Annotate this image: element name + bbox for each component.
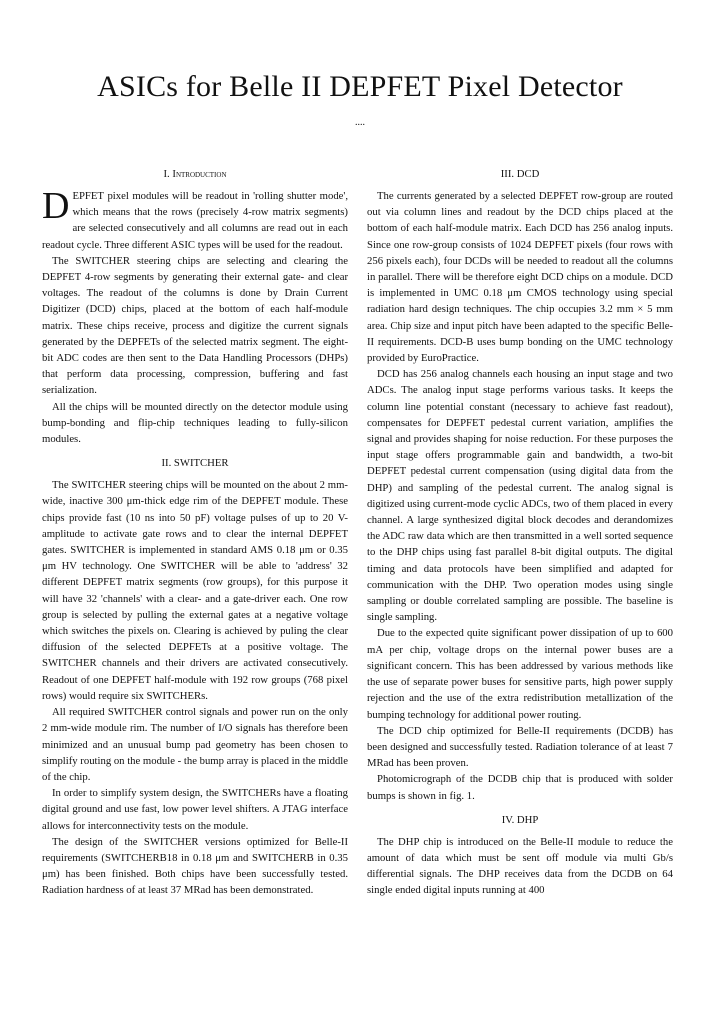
section-heading-dhp: IV. DHP	[501, 813, 539, 826]
switcher-paragraph-1: The SWITCHER steering chips will be mounted on the about 2 mm-wide, inactive 300 μm-thick edge rim of the DEPFET module. These chips provide fast (10 ns into 50 pF) voltage pulses of up to 20 V-amplitude to activate gate rows and to clear the internal DEPFET gates. SWITCHER is implemented in standard AMS 0.18 μm or 0.35 μm HV technology. One SWITCHER will be able to 'address' 32 different DEPFET matrix segments (row groups), for this purpose it will have 32 'channels' with a clear- and a gate-driver each. One row group is selected by pulling the external gates at a negative voltage which switches the pixels on. Clearing is achieved by puling the clear diffusion of the selected DEPFETs at a positive voltage. The SWITCHER channels and their drivers are activated consecutively. Readout of one DEPFET half-module with 192 row groups (768 pixel rows) would require six SWITCHERs.	[42, 479, 348, 702]
section-heading-dcd: III. DCD	[500, 168, 540, 180]
section-number: I.	[163, 168, 170, 180]
dcd-paragraph-4: The DCD chip optimized for Belle-II requirements (DCDB) has been designed and successfully tested. Radiation tolerance of at least 7 MRad has been proven.	[367, 724, 673, 770]
paper-title: ASICs for Belle II DEPFET Pixel Detector	[97, 70, 623, 103]
dcd-paragraph-1: The currents generated by a selected DEPFET row-group are routed out via column lines and readout by the DCD chips placed at the bottom of each half-module matrix. Each DCD has 256 analog inputs. Since one row-group consists of 1024 DEPFET pixels (four rows with 256 pixels each), four DCDs will be needed to readout all the columns in parallel. There will be therefore eight DCD chips on a module. DCD is implemented in UMC 0.18 μm CMOS technology using special radiation hard design techniques. The chip occupies 3.2 mm × 5 mm area. Chip size and input pitch have been adapted to the specific Belle-II requirements. DCD-B uses bump bonding on the UMC technology provided by EuroPractice.	[367, 190, 673, 365]
section-heading-switcher: II. SWITCHER	[161, 457, 229, 470]
intro-paragraph-1	[42, 185, 348, 253]
left-column	[42, 166, 348, 899]
section-title: Introduction	[172, 168, 227, 180]
dcd-paragraph-5: Photomicrograph of the DCDB chip that is produced with solder bumps is shown in fig. 1.	[367, 773, 673, 802]
intro-paragraph-2: The SWITCHER steering chips are selecting and clearing the DEPFET 4-row segments by generating their external gate- and clear voltages. The readout of the columns is done by Drain Current Digitizer (DCD) chips, placed at the bottom of each half-module matrix. These chips receive, process and digitize the current signals generated by the DEPFETs of the selected matrix segment. The eight-bit ADC codes are then sent to the Data Handling Processors (DHPs) that perform data processing, compression, buffering and fast serialization.	[42, 254, 348, 397]
switcher-paragraph-3: In order to simplify system design, the SWITCHERs have a floating digital ground and use fast, low power level shifters. A JTAG interface allows for interconnectivity tests on the module.	[42, 787, 348, 832]
switcher-paragraph-4: The design of the SWITCHER versions optimized for Belle-II requirements (SWITCHERB18 in 0.18 μm and SWITCHERB in 0.35 μm) has been finished. Both chips have been successfully tested. Radiation hardness of at least 37 MRad has been demonstrated.	[42, 835, 348, 897]
intro-p1-text: pixel modules will be readout in 'rolling shutter mode', which means that the rows (precisely 4-row matrix segments) are selected consecutively and all columns are read out in each readout cycle. Three different ASIC types will be used for the readout.	[42, 190, 348, 251]
section-heading-introduction	[42, 166, 348, 182]
lead-word: EPFET	[72, 190, 104, 202]
dcd-paragraph-3: Due to the expected quite significant power dissipation of up to 600 mA per chip, voltage drops on the internal power buses are a significant concern. This has been addressed by various methods like the use of separate power buses for sensitive parts, high power supply rejection and the use of the extra redistribution metallization of the bumping technology for additional power routing.	[367, 627, 673, 721]
intro-paragraph-3: All the chips will be mounted directly on the detector module using bump-bonding and flip-chip techniques leading to fully-silicon modules.	[42, 400, 348, 446]
drop-cap: D	[42, 185, 70, 227]
dcd-paragraph-2: DCD has 256 analog channels each housing an input stage and two ADCs. The analog input stage performs various tasks. It keeps the column line potential constant (necessary to achieve fast readout), compensates for DEPFET pedestal current variation, amplifies the signal and provides shaping for noise reduction. For these purposes the input stage offers programmable gain and bandwidth, a two-bit DEPFET pedestal current compensation (using digital data from the DHP) and sampling of the pedestal current. The analog signal is digitized using current-mode cyclic ADCs, two of them placed in every channel. A large synthesized digital block decodes and derandomizes the ADC raw data which are then transmitted in a well sorted sequence to the DHP chips using fast parallel 8-bit digital outputs. The digital timing and data protocols have been simplified and adapted for communication with the DHP. Two operation modes using single sampling or double correlated sampling are possible. The baseline is single sampling.	[367, 368, 673, 624]
right-column	[367, 166, 673, 899]
dhp-paragraph-1: The DHP chip is introduced on the Belle-II module to reduce the amount of data which must be sent off module via multi Gb/s differential signals. The DHP receives data from the DCDB on 64 single ended digital inputs running at 400	[367, 835, 673, 897]
switcher-paragraph-2: All required SWITCHER control signals and power run on the only 2 mm-wide module rim. The number of I/O signals has therefore been minimized and an unusual bump pad geometry has been chosen to simplify routing on the module - the bump array is placed in the middle of the chip.	[42, 706, 349, 783]
authors: ....	[355, 117, 365, 128]
